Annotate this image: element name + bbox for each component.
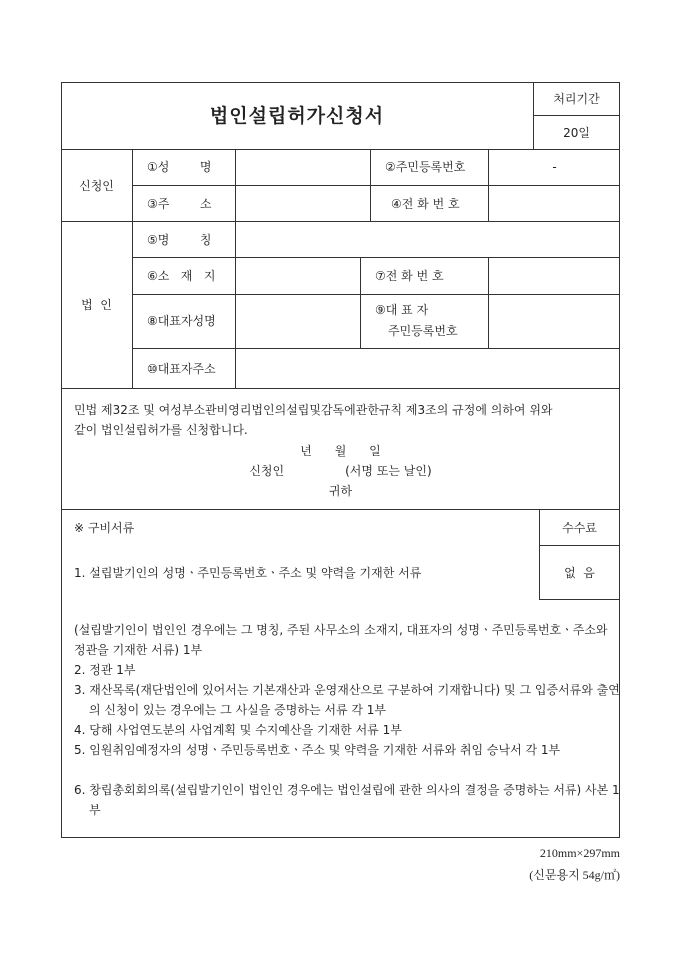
corp-rep-name-field[interactable] — [236, 295, 360, 348]
statement-signature: 신청인 (서명 또는 날인) — [249, 464, 432, 478]
corp-rep-address-field[interactable] — [236, 349, 620, 388]
processing-period-label: 처리기간 — [553, 92, 600, 106]
page-title: 법인설립허가신청서 — [209, 105, 385, 127]
processing-period-value: 20일 — [563, 126, 590, 140]
corp-phone-field[interactable] — [489, 258, 620, 294]
paper-size: 210mm×297mm — [539, 846, 620, 860]
corp-location-field[interactable] — [236, 258, 360, 294]
applicant-phone-label: ④전 화 번 호 — [391, 197, 460, 211]
corp-bottom — [61, 388, 620, 389]
applicant-address-field[interactable] — [236, 186, 370, 221]
corp-rep-address-label: ⑩대표자주소 — [147, 362, 216, 376]
applicant-address-label: ③주 소 — [147, 197, 212, 211]
fee-label: 수수료 — [562, 521, 597, 535]
corp-mid-divider — [360, 257, 361, 348]
applicant-rrn-label: ②주민등록번호 — [385, 160, 466, 174]
applicant-section-label: 신청인 — [79, 179, 114, 193]
applicant-phone-field[interactable] — [489, 186, 620, 221]
corp-rep-name-label: ⑧대표자성명 — [147, 314, 216, 328]
fee-bottom — [539, 599, 620, 600]
corp-location-label: ⑥소 재 지 — [147, 269, 216, 283]
statement-line-2: 같이 법인설립허가를 신청합니다. — [74, 423, 248, 437]
document-item-6: 6. 창립총회회의록(설립발기인이 법인인 경우에는 법인설립에 관한 의사의 결정을 증명하는 서류) 사본 1부 — [74, 783, 620, 817]
corp-name-field[interactable] — [236, 222, 620, 257]
corp-rep-rrn-label-2: 주민등록번호 — [388, 324, 458, 338]
corporation-section-label: 법 인 — [81, 298, 112, 312]
statement-line-1: 민법 제32조 및 여성부소관비영리법인의설립및감독에관한규칙 제3조의 규정에 의하여 위와 — [74, 403, 553, 417]
corp-name-label: ⑤명 칭 — [147, 233, 212, 247]
statement-date: 년 월 일 — [300, 444, 381, 458]
fee-split — [539, 545, 620, 546]
statement-addressee: 귀하 — [328, 484, 353, 498]
header-split — [533, 115, 620, 116]
applicant-name-label: ①성 명 — [147, 160, 212, 174]
document-item-3: 3. 재산목록(재단법인에 있어서는 기본재산과 운영재산으로 구분하여 기재합니다) 및 그 입증서류와 출연의 신청이 있는 경우에는 그 사실을 증명하는 서류 각 1부 — [74, 683, 620, 717]
corp-rep-rrn-label-1: ⑨대 표 자 — [375, 303, 429, 317]
fee-value: 없 음 — [564, 566, 595, 580]
document-item-1-note: (설립발기인이 법인인 경우에는 그 명칭, 주된 사무소의 소재지, 대표자의 성명ㆍ주민등록번호ㆍ주소와 정관을 기재한 서류) 1부 — [74, 623, 608, 657]
document-item-4: 4. 당해 사업연도분의 사업계획 및 수지예산을 기재한 서류 1부 — [74, 723, 402, 737]
document-item-5: 5. 임원취임예정자의 성명ㆍ주민등록번호ㆍ주소 및 약력을 기재한 서류와 취임 승낙서 각 1부 — [74, 743, 561, 757]
corp-rep-rrn-field[interactable] — [489, 295, 620, 348]
applicant-name-field[interactable] — [236, 150, 370, 185]
document-item-2: 2. 정관 1부 — [74, 663, 136, 677]
required-documents-header: ※ 구비서류 — [74, 521, 135, 535]
paper-type: (신문용지 54g/㎡) — [529, 868, 620, 882]
applicant-rrn-field[interactable]: - — [552, 160, 557, 174]
statement-bottom — [61, 509, 620, 510]
corp-phone-label: ⑦전 화 번 호 — [375, 269, 444, 283]
document-item-1: 1. 설립발기인의 성명ㆍ주민등록번호ㆍ주소 및 약력을 기재한 서류 — [74, 566, 422, 580]
